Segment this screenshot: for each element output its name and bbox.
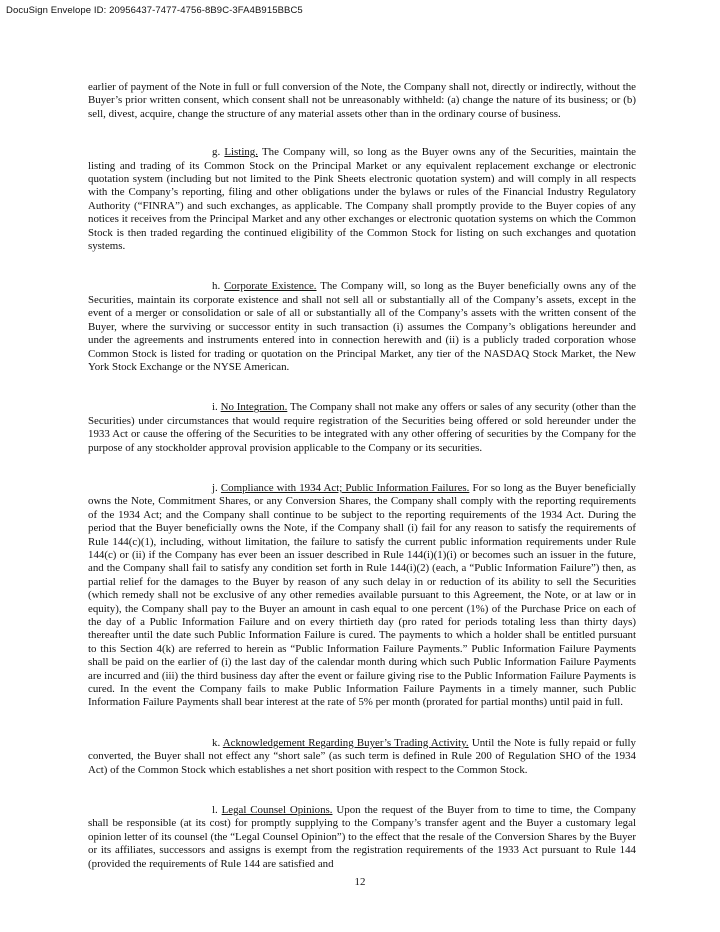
document-page (88, 81, 636, 871)
section-l-legal-counsel (88, 804, 636, 871)
section-heading: Listing. (224, 146, 258, 159)
paragraph-text: Until the Note is fully repaid or fully converted, the Buyer shall not effect any “short sale” (as such term is defined in Rule 200 of Regulation SHO of the 1934 Act) of the Common Stock which establishes a net short position with respect to the Common Stock. (88, 736, 636, 776)
section-marker: g. (212, 146, 221, 159)
section-g-listing (88, 146, 636, 253)
section-i-no-integration (88, 401, 636, 455)
docusign-envelope-id: DocuSign Envelope ID: 20956437-7477-4756-8B9C-3FA4B915BBC5 (6, 5, 303, 16)
paragraph-text: The Company will, so long as the Buyer beneficially owns any of the Securities, maintain its corporate existence and shall not sell all or substantially all of the Company’s assets, except in the event of a merger or consolidation or sale of all or substantially all of the Company’s assets with the written consent of the Buyer, where the surviving or successor entity in such transaction (i) assumes the Company’s obligations hereunder and under the agreements and instruments entered into in connection herewith and (ii) is a publicly traded corporation whose Common Stock is listed for trading or quotation on the Principal Market, any tier of the NASDAQ Stock Market, the New York Stock Exchange or the NYSE American. (88, 280, 637, 373)
paragraph-text: earlier of payment of the Note in full or full conversion of the Note, the Company shall not, directly or indirectly, without the Buyer’s prior written consent, which consent shall not be unreasonably withheld: (a) change the nature of its business; or (b) sell, divest, acquire, change the structure of any material assets other than in the ordinary course of business. (88, 81, 636, 120)
section-heading: Acknowledgement Regarding Buyer’s Trading Activity. (222, 736, 469, 749)
paragraph-text: Upon the request of the Buyer from to time to time, the Company shall be responsible (at its cost) for promptly supplying to the Company’s transfer agent and the Buyer a customary legal opinion letter of its counsel (the “Legal Counsel Opinion”) to the effect that the resale of the Conversion Shares by the Buyer or its affiliates, successors and assigns is exempt from the registration requirements of the 1933 Act pursuant to Rule 144 (provided the requirements of Rule 144 are satisfied and (88, 804, 636, 870)
section-marker: k. (212, 736, 221, 749)
section-h-corporate-existence (88, 280, 636, 374)
paragraph-continuation (88, 81, 636, 121)
section-marker: h. (212, 280, 221, 293)
section-heading: Legal Counsel Opinions. (221, 804, 333, 817)
section-heading: Corporate Existence. (224, 280, 317, 293)
section-marker: i. (212, 401, 218, 414)
paragraph-text: The Company will, so long as the Buyer owns any of the Securities, maintain the listing and trading of its Common Stock on the Principal Market or any equivalent replacement exchange or electronic quotation system (including but not limited to the Pink Sheets electronic quotation system) and will comply in all respects with the Company’s reporting, filing and other obligations under the bylaws or rules of the Financial Industry Regulatory Authority (“FINRA”) and such exchanges, as applicable. The Company shall promptly provide to the Buyer copies of any notices it receives from the Principal Market and any other exchanges or electronic quotation systems on which the Common Stock is then traded regarding the continued eligibility of the Common Stock for listing on such exchanges and quotation systems. (88, 146, 636, 253)
section-k-trading-activity (88, 737, 636, 777)
section-heading: Compliance with 1934 Act; Public Information Failures. (220, 481, 470, 494)
paragraph-text: The Company shall not make any offers or sales of any security (other than the Securities) under circumstances that would require registration of the Securities being offered or sold hereunder under the 1933 Act or cause the offering of the Securities to be integrated with any other offering of securities by the Company for the purpose of any stockholder approval provision applicable to the Company or its securities. (88, 401, 636, 454)
paragraph-text: For so long as the Buyer beneficially owns the Note, Commitment Shares, or any Conversion Shares, the Company shall comply with the reporting requirements of the 1934 Act; and the Company shall continue to be subject to the reporting requirements of the 1934 Act. During the period that the Buyer beneficially owns the Note, if the Company shall (i) fail for any reason to satisfy the requirements of Rule 144(c)(1), including, without limitation, the failure to satisfy the current public information requirements under Rule 144(c) or (ii) if the Company has ever been an issuer described in Rule 144(i)(1)(i) or becomes such an issuer in the future, and the Company shall fail to satisfy any condition set forth in Rule 144(i)(2) (each, a “Public Information Failure”) then, as partial relief for the damages to the Buyer by reason of any such delay in or reduction of its ability to sell the Securities (which remedy shall not be exclusive of any other remedies available pursuant to this Agreement, the Note, or at law or in equity), the Company shall pay to the Buyer an amount in cash equal to one percent (1%) of the Purchase Price on each of the day of a Public Information Failure and on every thirtieth day (pro rated for periods totaling less than thirty days) thereafter until the date such Public Information Failure is cured. The payments to which a holder shall be entitled pursuant to this Section 4(k) are referred to herein as “Public Information Failure Payments.” Public Information Failure Payments shall be paid on the earlier of (i) the last day of the calendar month during which such Public Information Failure Payments are incurred and (iii) the third business day after the event or failure giving rise to the Public Information Failure Payments is cured. In the event the Company fails to make Public Information Failure Payments in a timely manner, such Public Information Failure Payments shall bear interest at the rate of 5% per month (prorated for partial months) until paid in full. (88, 481, 636, 709)
section-marker: l. (212, 804, 218, 817)
section-heading: No Integration. (220, 401, 288, 414)
page-number: 12 (354, 876, 366, 888)
section-j-compliance (88, 482, 636, 710)
section-marker: j. (212, 481, 218, 494)
